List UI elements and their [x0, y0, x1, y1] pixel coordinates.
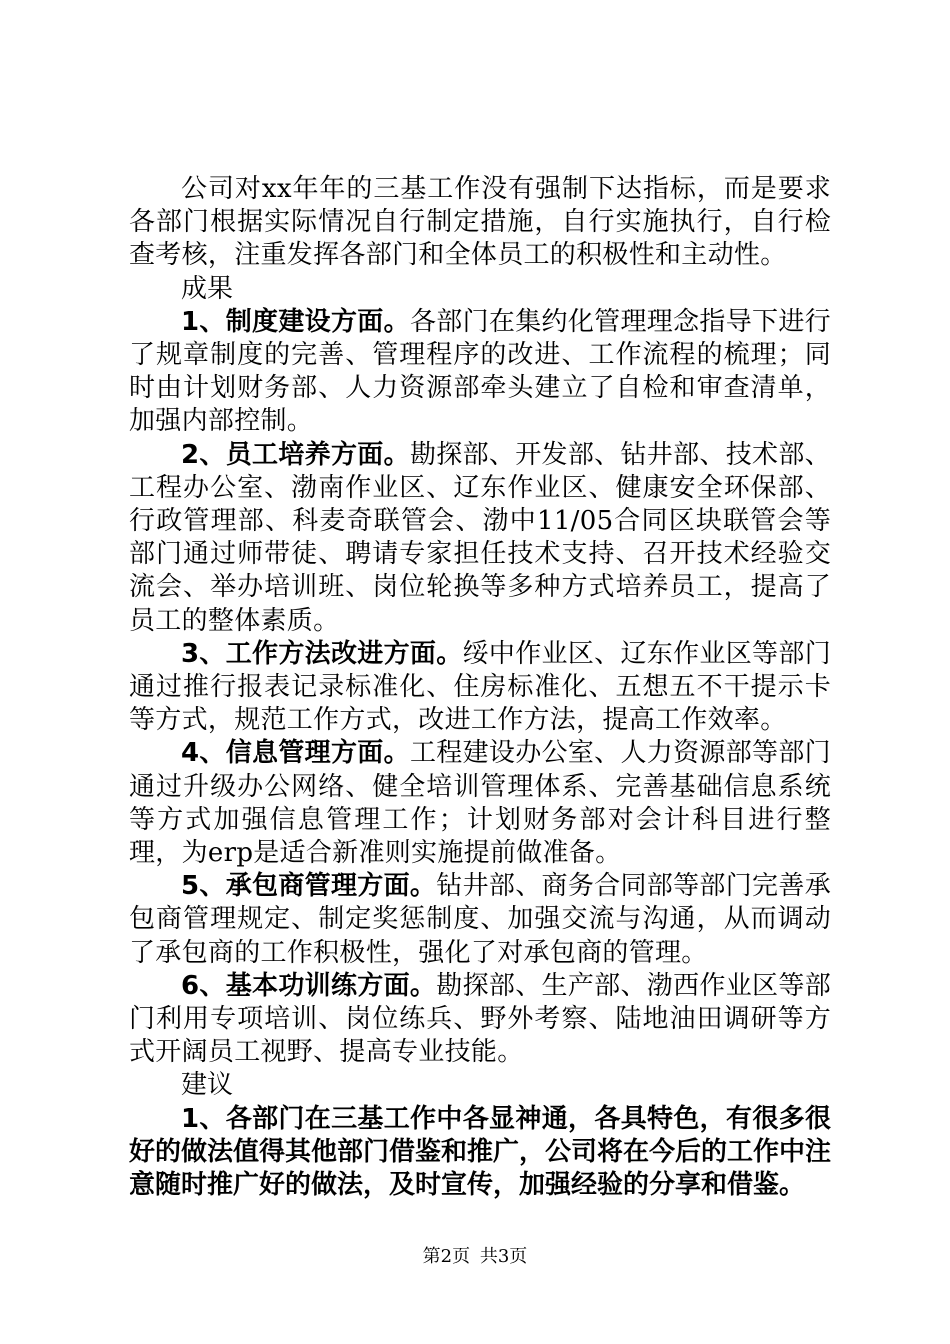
result-item-body: 工程建设办公室、人力资源部等部门通过升级办公网络、健全培训管理体系、完善基础信息系统等方式加强信息管理工作；计划财务部对会计科目进行整理，为erp是适合新准则实施提前做准备。 [129, 738, 831, 869]
page-total: 共3页 [479, 1246, 528, 1267]
result-item-body: 各部门在集约化管理理念指导下进行了规章制度的完善、管理程序的改进、工作流程的梳理；同时由计划财务部、人力资源部牵头建立了自检和审查清单，加强内部控制。 [129, 306, 831, 437]
result-item-body: 绥中作业区、辽东作业区等部门通过推行报表记录标准化、住房标准化、五想五不干提示卡等方式，规范工作方式，改进工作方法，提高工作效率。 [129, 638, 831, 736]
result-item-3 [129, 638, 831, 738]
page-footer [0, 1242, 950, 1268]
section-heading-results: 成果 [181, 273, 234, 304]
page-number: 第2页 [422, 1246, 471, 1267]
suggestion-item-1: 1、各部门在三基工作中各显神通，各具特色，有很多很好的做法值得其他部门借鉴和推广，公司将在今后的工作中注意随时推广好的做法，及时宣传，加强经验的分享和借鉴。 [129, 1103, 832, 1201]
result-item-title: 4、信息管理方面。 [181, 738, 410, 769]
result-item-body: 钻井部、商务合同部等部门完善承包商管理规定、制定奖惩制度、加强交流与沟通，从而调动了承包商的工作积极性，强化了对承包商的管理。 [129, 871, 831, 968]
result-item-1 [129, 306, 831, 439]
result-item-4 [129, 737, 831, 870]
result-item-body: 勘探部、开发部、钻井部、技术部、工程办公室、渤南作业区、辽东作业区、健康安全环保部、行政管理部、科麦奇联管会、渤中11/05合同区块联管会等部门通过师带徒、聘请专家担任技术支持、召开技术经验交流会、举办培训班、岗位轮换等多种方式培养员工，提高了员工的整体素质。 [129, 439, 831, 636]
result-item-5 [129, 870, 831, 970]
result-item-title: 3、工作方法改进方面。 [181, 638, 463, 669]
result-item-title: 1、制度建设方面。 [181, 306, 410, 337]
result-item-body: 勘探部、生产部、渤西作业区等部门利用专项培训、岗位练兵、野外考察、陆地油田调研等方式开阔员工视野、提高专业技能。 [129, 970, 831, 1068]
result-item-title: 6、基本功训练方面。 [181, 970, 437, 1001]
result-item-6 [129, 970, 831, 1070]
result-item-title: 5、承包商管理方面。 [181, 871, 437, 902]
result-item-title: 2、员工培养方面。 [181, 439, 410, 470]
result-item-2 [129, 439, 831, 638]
document-body [129, 173, 831, 1202]
section-heading-suggestions: 建议 [181, 1070, 234, 1101]
intro-paragraph: 公司对xx年年的三基工作没有强制下达指标，而是要求各部门根据实际情况自行制定措施，自行实施执行，自行检查考核，注重发挥各部门和全体员工的积极性和主动性。 [129, 174, 831, 271]
